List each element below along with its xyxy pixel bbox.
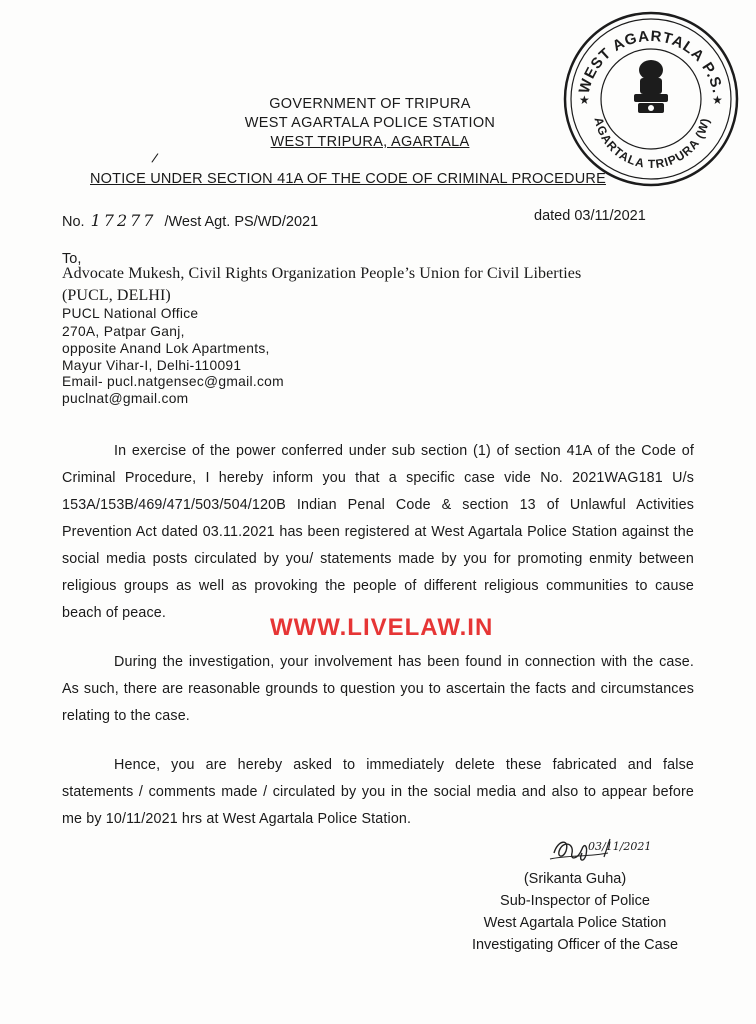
police-seal	[560, 8, 742, 190]
officer-name: (Srikanta Guha)	[523, 871, 627, 887]
paragraph-request: Hence, you are hereby asked to immediately delete these fabricated and false statements / comments made / circulated by you in the social media and also to appear before me by 10/11/2021 hrs at West Agartala Police Station.	[62, 757, 694, 827]
address-line: Mayur Vihar-I, Delhi-110091	[62, 358, 242, 373]
address-line: 270A, Patpar Ganj,	[62, 324, 185, 339]
email-line: puclnat@gmail.com	[62, 391, 189, 406]
officer-role: Investigating Officer of the Case	[471, 937, 679, 953]
seal-bottom-text: AGARTALA TRIPURA (W)	[591, 115, 713, 172]
signature-block	[460, 868, 690, 956]
header-location: WEST TRIPURA, AGARTALA	[270, 134, 470, 150]
notice-title: NOTICE UNDER SECTION 41A OF THE CODE OF CRIMINAL PROCEDURE	[90, 171, 606, 187]
email-line: Email- pucl.natgensec@gmail.com	[62, 374, 284, 389]
paragraph-main: In exercise of the power conferred under sub section (1) of section 41A of the Code of Criminal Procedure, I hereby inform you that a specific case vide No. 2021WAG181 U/s 153A/153B/469/471/503/504/120B Indian Penal Code & section 13 of Unlawful Activities Prevention Act dated 03.11.2021 has been registered at West Agartala Police Station against the social media posts circulated by you/ statements made by you for promoting enmity between religious groups as well as provoking the people of different religious communities to cause beach of peace.	[62, 443, 694, 621]
seal-top-text: WEST AGARTALA P.S.	[575, 27, 727, 96]
officer-station: West Agartala Police Station	[483, 915, 667, 931]
svg-text:★: ★	[579, 93, 590, 107]
recipient-name: Advocate Mukesh, Civil Rights Organization People’s Union for Civil Liberties	[62, 265, 582, 282]
to-label: To,	[62, 251, 82, 267]
reference-label: No.	[62, 214, 85, 230]
handwritten-number: 17277	[90, 211, 157, 230]
reference-number	[62, 211, 318, 230]
header-government: GOVERNMENT OF TRIPURA	[269, 96, 471, 112]
recipient-org: (PUCL, DELHI)	[62, 287, 171, 304]
livelaw-watermark: WWW.LIVELAW.IN	[270, 614, 494, 641]
address-line: opposite Anand Lok Apartments,	[62, 341, 270, 356]
signature-date: 03/11/2021	[588, 840, 652, 853]
tick-mark: /	[150, 149, 160, 167]
reference-date: dated 03/11/2021	[534, 208, 646, 224]
header-police-station: WEST AGARTALA POLICE STATION	[244, 115, 496, 131]
emblem-icon	[634, 60, 668, 113]
svg-text:★: ★	[712, 93, 723, 107]
officer-designation: Sub-Inspector of Police	[500, 893, 650, 909]
paragraph-investigation: During the investigation, your involvement has been found in connection with the case. As such, there are reasonable grounds to question you to ascertain the facts and circumstances relating to the case.	[62, 654, 694, 724]
reference-suffix: /West Agt. PS/WD/2021	[164, 214, 319, 230]
address-line: PUCL National Office	[62, 306, 199, 321]
